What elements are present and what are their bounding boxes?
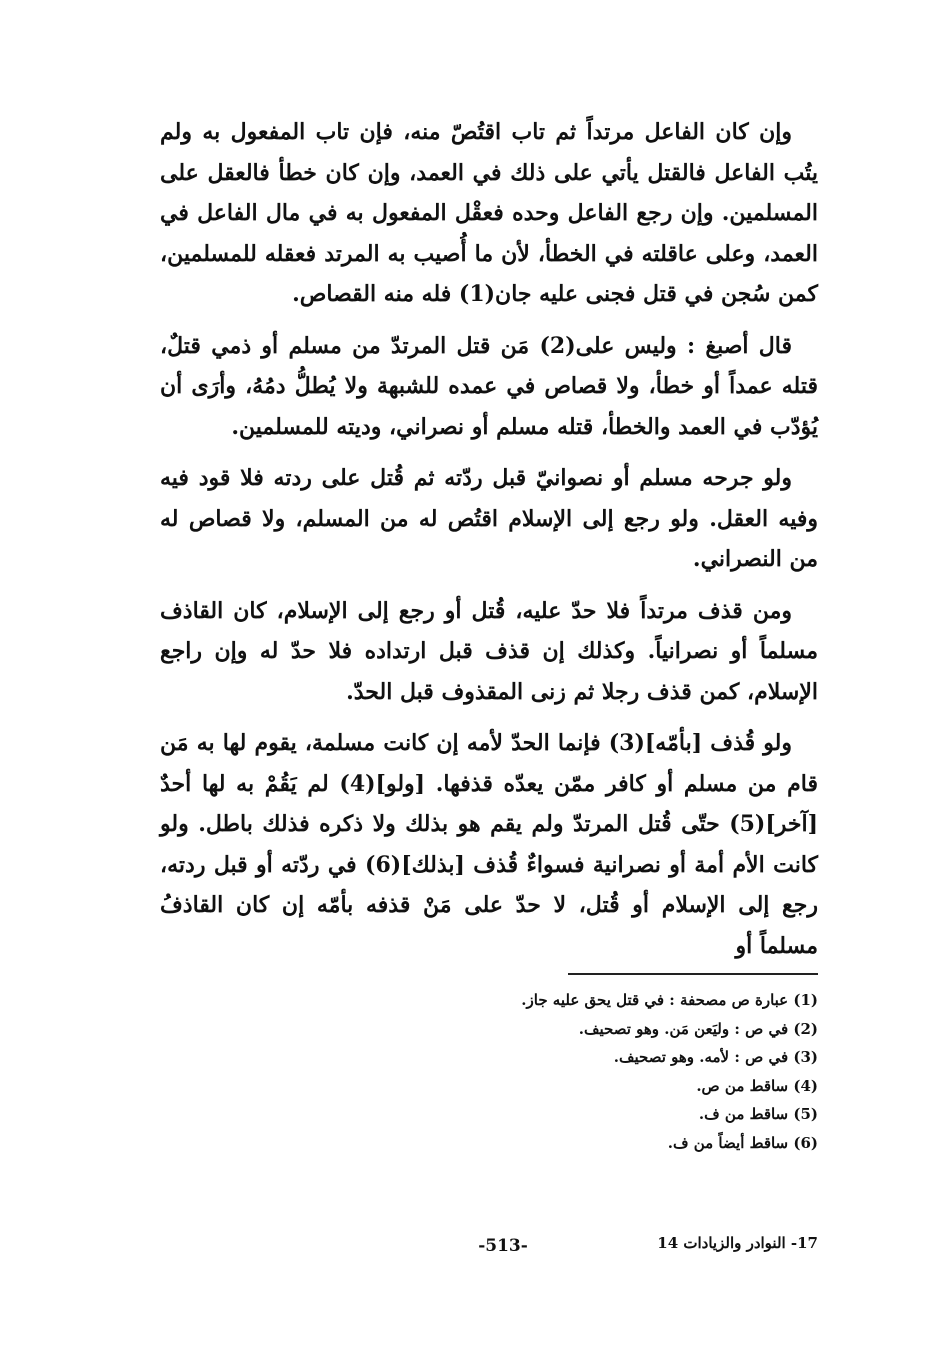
footnotes-list [218,986,818,1157]
paragraph: ولو جرحه مسلم أو نصوانيّ قبل ردّته ثم قُتل على ردته فلا قود فيه وفيه العقل. ولو رجع إلى الإسلام اقتُص له من المسلم، ولا قصاص له من النصراني. [160,465,818,572]
main-text [160,112,818,977]
footnote: (5) ساقط من ف. [698,1105,818,1123]
page-number: -513- [478,1236,528,1256]
book-signature: 17- النوادر والزيادات 14 [657,1234,818,1252]
paragraph: ولو قُذف [بأمّه](3) فإنما الحدّ لأمه إن كانت مسلمة، يقوم لها به مَن قام من مسلم أو كافر ممّن يعدّه قذفها. [ولو](4) لم يَقُمْ به لها أحدٌ [آخر](5) حتّى قُتل المرتدّ ولم يقم هو بذلك ولا ذكره فذلك باطل. ولو كانت الأم أمة أو نصرانية فسواءٌ قُذف [بذلك](6) في ردّته أو قبل ردته، رجع إلى الإسلام أو قُتل، لا حدّ على مَنْ قذفه بأمّه إن كان القاذفُ مسلماً أو [160,730,818,959]
footnote: (2) في ص : وليَعن مَن. وهو تصحيف. [578,1019,818,1038]
paragraph: وإن كان الفاعل مرتداً ثم تاب اقتُصّ منه، فإن تاب المفعول به ولم يتُب الفاعل فالقتل يأتي على ذلك في العمد، وإن كان خطأ فالعقل على المسلمين. وإن رجع الفاعل وحده فعقْل المفعول به في مال الفاعل في العمد، وعلى عاقلته في الخطأ، لأن ما أُصيب به المرتد فعقله للمسلمين، كمن سُجن في قتل فجنى عليه جان(1) فله منه القصاص. [160,119,818,307]
footnote-divider [568,973,818,975]
paragraph: قال أصبغ : وليس على(2) مَن قتل المرتدّ من مسلم أو ذمي قتلٌ، قتله عمداً أو خطأ، ولا قصاص في عمده للشبهة ولا يُطلُّ دمُهُ، وأرَى أن يُؤدّب في العمد والخطأ، قتله مسلم أو نصراني، وديته للمسلمين. [160,332,818,440]
paragraph: ومن قذف مرتداً فلا حدّ عليه، قُتل أو رجع إلى الإسلام، كان القاذف مسلماً أو نصرانياً. وكذلك إن قذف قبل ارتداده فلا حدّ له وإن راجع الإسلام، كمن قذف رجلا ثم زنى المقذوف قبل الحدّ. [160,597,818,705]
footnote: (1) عبارة ص مصحفة : في قتل يحق عليه جاز. [521,991,818,1009]
footnote: (4) ساقط من ص. [696,1076,818,1095]
footnote: (6) ساقط أيضاً من ف. [667,1133,818,1152]
footnote: (3) في ص : لأمه. وهو تصحيف. [613,1048,818,1066]
